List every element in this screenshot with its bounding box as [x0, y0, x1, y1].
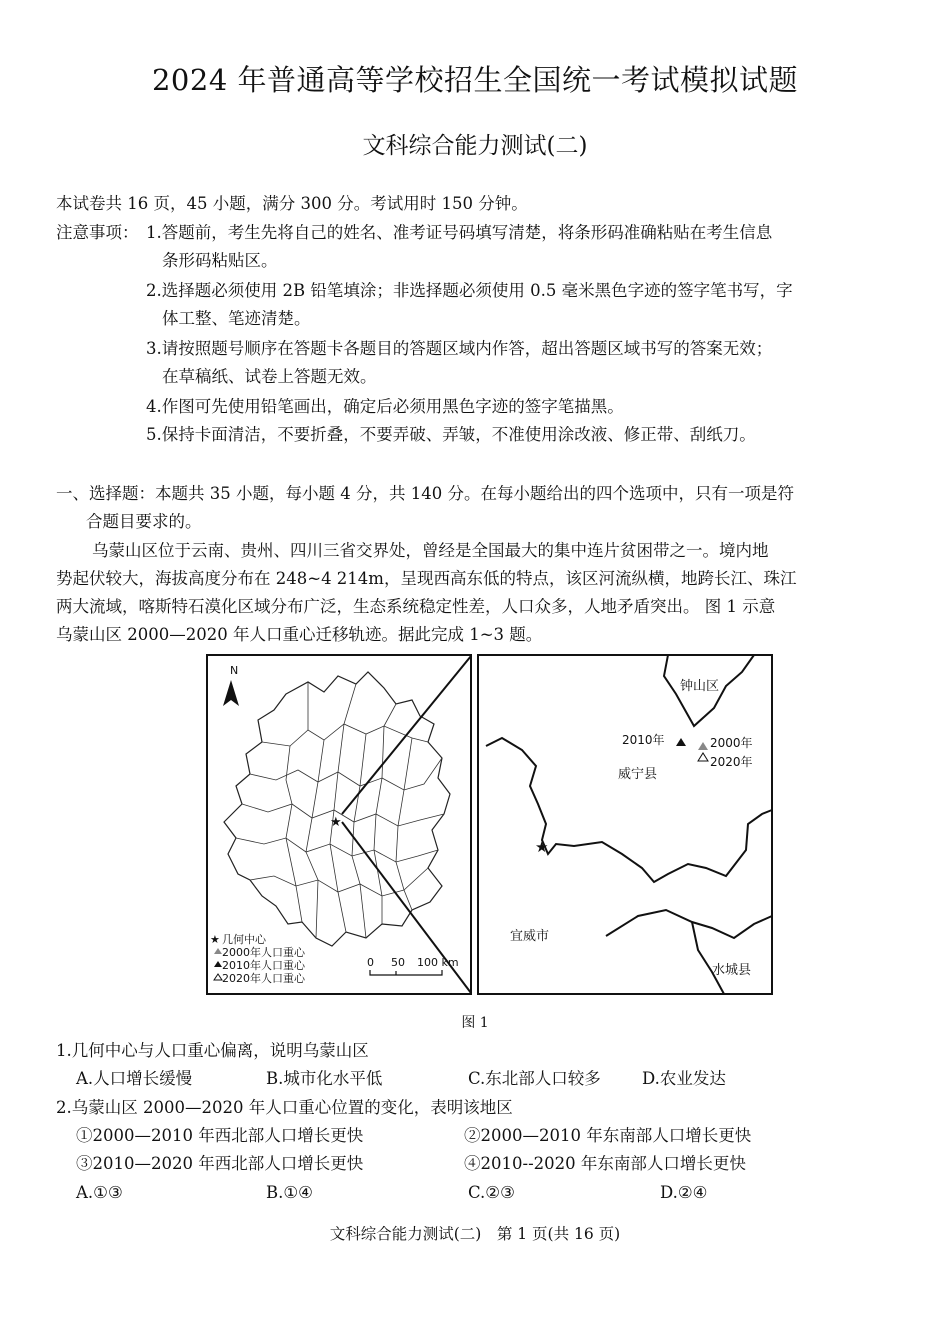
question-1-option-b[interactable]: B.城市化水平低 [266, 1069, 383, 1088]
north-arrow [223, 664, 239, 706]
legend-2000: 2000年人口重心 [222, 946, 305, 959]
notice-item-5: 5.保持卡面清洁，不要折叠，不要弄破、弄皱，不准使用涂改液、修正带、刮纸刀。 [146, 425, 756, 444]
marker-2020 [698, 753, 708, 761]
question-2-option-b[interactable]: B.①④ [266, 1183, 313, 1202]
intro-text: 本试卷共 16 页，45 小题，满分 300 分。考试用时 150 分钟。 [56, 194, 528, 213]
scale-50: 50 [391, 956, 405, 969]
notice-item-3: 3.请按照题号顺序在答题卡各题目的答题区域内作答，超出答题区域书写的答案无效； [146, 339, 773, 358]
geometric-center-right: ★ [535, 838, 549, 856]
question-1-stem: 1.几何中心与人口重心偏离，说明乌蒙山区 [56, 1041, 369, 1060]
passage-line-4: 乌蒙山区 2000—2020 年人口重心迁移轨迹。据此完成 1~3 题。 [56, 625, 543, 644]
question-1-option-c[interactable]: C.东北部人口较多 [468, 1069, 601, 1088]
exam-title: 2024 年普通高等学校招生全国统一考试模拟试题 [151, 63, 799, 97]
notice-item-2-cont: 体工整、笔迹清楚。 [162, 309, 311, 328]
notice-item-1: 1.答题前，考生先将自己的姓名、准考证号码填写清楚，将条形码准确粘贴在考生信息 [146, 223, 773, 242]
passage-line-1: 乌蒙山区位于云南、贵州、四川三省交界处，曾经是全国最大的集中连片贫困带之一。境内地 [92, 541, 769, 560]
section-heading-cont: 合题目要求的。 [86, 512, 202, 531]
question-2-item-2: ②2000—2010 年东南部人口增长更快 [464, 1126, 752, 1145]
place-xuanwei: 宜威市 [510, 929, 550, 944]
figure-1-map [206, 654, 774, 996]
county-boundary-south [692, 922, 724, 994]
question-2-item-4: ④2010--2020 年东南部人口增长更快 [464, 1154, 746, 1173]
notice-label: 注意事项： [56, 223, 139, 242]
passage-line-3: 两大流域，喀斯特石漠化区域分布广泛，生态系统稳定性差，人口众多，人地矛盾突出。 图 1 示意 [56, 597, 776, 616]
question-2-item-1: ①2000—2010 年西北部人口增长更快 [76, 1126, 364, 1145]
notice-item-1-cont: 条形码粘贴区。 [162, 251, 278, 270]
marker-2010 [676, 738, 686, 746]
place-weining: 威宁县 [618, 767, 658, 782]
page-footer: 文科综合能力测试(二) 第 1 页(共 16 页) [329, 1225, 621, 1243]
legend-2020: 2020年人口重心 [222, 972, 305, 985]
question-1-option-a[interactable]: A.人口增长缓慢 [76, 1069, 193, 1088]
question-2-stem: 2.乌蒙山区 2000—2020 年人口重心位置的变化，表明该地区 [56, 1098, 513, 1117]
passage-line-2: 势起伏较大，海拔高度分布在 248~4 214m，呈现西高东低的特点，该区河流纵横，地跨长江、珠江 [56, 569, 797, 588]
scale-100: 100 km [417, 956, 459, 969]
question-2-option-c[interactable]: C.②③ [468, 1183, 515, 1202]
question-2-option-d[interactable]: D.②④ [660, 1183, 708, 1202]
county-boundary-southeast [606, 910, 772, 938]
legend-geometric-center: 几何中心 [222, 933, 266, 946]
legend-star-symbol: ★ [210, 933, 220, 946]
map-legend [210, 932, 306, 985]
notice-item-3-cont: 在草稿纸、试卷上答题无效。 [162, 367, 377, 386]
section-heading: 一、选择题：本题共 35 小题，每小题 4 分，共 140 分。在每小题给出的四个选项中，只有一项是符 [56, 484, 794, 503]
exam-subtitle: 文科综合能力测试(二) [362, 133, 588, 159]
figure-caption: 图 1 [461, 1015, 489, 1031]
question-2-option-a[interactable]: A.①③ [76, 1183, 123, 1202]
place-shuicheng: 水城县 [712, 963, 752, 978]
north-label: N [230, 664, 239, 677]
question-1-option-d[interactable]: D.农业发达 [642, 1069, 726, 1088]
legend-2010: 2010年人口重心 [222, 959, 305, 972]
geometric-center-left: ★ [330, 815, 342, 830]
notice-item-4: 4.作图可先使用铅笔画出，确定后必须用黑色字迹的签字笔描黑。 [146, 397, 624, 416]
question-2-item-3: ③2010—2020 年西北部人口增长更快 [76, 1154, 364, 1173]
marker-2000 [698, 742, 708, 750]
scale-0: 0 [367, 956, 374, 969]
label-2020: 2020年 [710, 755, 753, 769]
place-zhongshan: 钟山区 [680, 679, 720, 694]
label-2010: 2010年 [622, 733, 665, 747]
label-2000: 2000年 [710, 736, 753, 750]
notice-item-2: 2.选择题必须使用 2B 铅笔填涂；非选择题必须使用 0.5 毫米黑色字迹的签字笔书写，字 [146, 281, 793, 300]
scale-bar [367, 956, 459, 975]
